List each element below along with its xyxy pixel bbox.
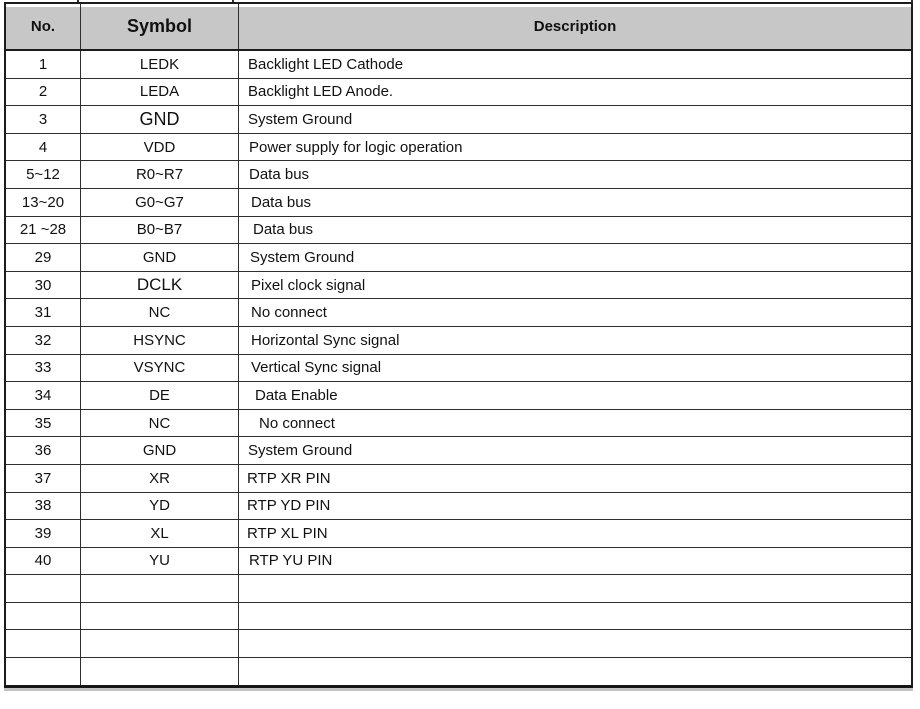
pin-symbol-cell: VDD	[81, 133, 239, 161]
pin-symbol-cell: LEDA	[81, 78, 239, 106]
table-row	[5, 575, 912, 603]
pin-symbol-cell: XL	[81, 520, 239, 548]
table-header	[5, 3, 912, 50]
pin-symbol-cell: YD	[81, 492, 239, 520]
pin-number-cell: 30	[5, 271, 81, 299]
pin-number-cell: 4	[5, 133, 81, 161]
pin-symbol-cell: DE	[81, 382, 239, 410]
pin-description-cell: System Ground	[239, 106, 913, 134]
pin-symbol-cell: HSYNC	[81, 326, 239, 354]
pin-symbol-cell: LEDK	[81, 50, 239, 78]
table-row	[5, 464, 912, 492]
pin-number-cell: 33	[5, 354, 81, 382]
pin-number-cell: 36	[5, 437, 81, 465]
pin-description-cell: Data bus	[239, 161, 913, 189]
pin-description-cell: RTP XR PIN	[239, 464, 913, 492]
pin-description-cell: Backlight LED Anode.	[239, 78, 913, 106]
pin-symbol-cell: GND	[81, 244, 239, 272]
pin-description-cell: Pixel clock signal	[239, 271, 913, 299]
pin-description-cell: Backlight LED Cathode	[239, 50, 913, 78]
pin-description-cell: RTP YD PIN	[239, 492, 913, 520]
table-row	[5, 133, 912, 161]
pin-symbol-cell: GND	[81, 437, 239, 465]
col-header-symbol: Symbol	[81, 3, 239, 50]
pin-number-cell	[5, 658, 81, 687]
table-row	[5, 382, 912, 410]
pin-number-cell: 34	[5, 382, 81, 410]
pin-number-cell: 1	[5, 50, 81, 78]
pin-number-cell: 38	[5, 492, 81, 520]
table-row	[5, 106, 912, 134]
table-row	[5, 244, 912, 272]
pin-number-cell: 40	[5, 547, 81, 575]
pin-description-cell: Data bus	[239, 188, 913, 216]
pin-symbol-cell: NC	[81, 409, 239, 437]
pin-symbol-cell: VSYNC	[81, 354, 239, 382]
pin-symbol-cell: DCLK	[81, 271, 239, 299]
table-row	[5, 326, 912, 354]
pin-description-cell	[239, 630, 913, 658]
pin-description-cell: RTP XL PIN	[239, 520, 913, 548]
pin-description-cell: Data bus	[239, 216, 913, 244]
pin-symbol-cell	[81, 602, 239, 630]
pin-number-cell: 31	[5, 299, 81, 327]
pin-number-cell: 2	[5, 78, 81, 106]
table-row	[5, 161, 912, 189]
pin-symbol-cell	[81, 658, 239, 687]
pin-symbol-cell: NC	[81, 299, 239, 327]
table-row	[5, 78, 912, 106]
pin-number-cell: 39	[5, 520, 81, 548]
col-header-description: Description	[239, 3, 913, 50]
col-header-no: No.	[5, 3, 81, 50]
pin-description-cell: Data Enable	[239, 382, 913, 410]
table-row	[5, 271, 912, 299]
table-row	[5, 658, 912, 687]
table-row	[5, 492, 912, 520]
pin-number-cell: 29	[5, 244, 81, 272]
table-row	[5, 547, 912, 575]
pin-description-cell: RTP YU PIN	[239, 547, 913, 575]
pin-description-cell: Vertical Sync signal	[239, 354, 913, 382]
pin-number-cell: 37	[5, 464, 81, 492]
pin-number-cell: 5~12	[5, 161, 81, 189]
pin-number-cell	[5, 575, 81, 603]
pin-description-cell	[239, 658, 913, 687]
pin-number-cell: 13~20	[5, 188, 81, 216]
table-body	[5, 50, 912, 686]
pin-number-cell	[5, 630, 81, 658]
pin-description-cell	[239, 575, 913, 603]
table-row	[5, 520, 912, 548]
pin-number-cell: 32	[5, 326, 81, 354]
pin-symbol-cell	[81, 575, 239, 603]
pin-description-table	[4, 2, 913, 688]
pin-number-cell	[5, 602, 81, 630]
table-row	[5, 50, 912, 78]
pin-number-cell: 3	[5, 106, 81, 134]
pin-description-cell: No connect	[239, 409, 913, 437]
pin-description-cell: Horizontal Sync signal	[239, 326, 913, 354]
pin-description-cell	[239, 602, 913, 630]
pin-symbol-cell: GND	[81, 106, 239, 134]
table-row	[5, 409, 912, 437]
table-row	[5, 602, 912, 630]
pin-symbol-cell: B0~B7	[81, 216, 239, 244]
pin-description-cell: Power supply for logic operation	[239, 133, 913, 161]
table-row	[5, 354, 912, 382]
table-row	[5, 216, 912, 244]
pin-symbol-cell: XR	[81, 464, 239, 492]
pin-symbol-cell	[81, 630, 239, 658]
pin-symbol-cell: YU	[81, 547, 239, 575]
pin-number-cell: 35	[5, 409, 81, 437]
pin-symbol-cell: G0~G7	[81, 188, 239, 216]
pin-description-cell: System Ground	[239, 437, 913, 465]
pin-description-cell: No connect	[239, 299, 913, 327]
pin-number-cell: 21 ~28	[5, 216, 81, 244]
table-row	[5, 437, 912, 465]
header-row	[5, 3, 912, 50]
table-row	[5, 299, 912, 327]
pin-symbol-cell: R0~R7	[81, 161, 239, 189]
table-row	[5, 630, 912, 658]
pin-description-cell: System Ground	[239, 244, 913, 272]
table-row	[5, 188, 912, 216]
